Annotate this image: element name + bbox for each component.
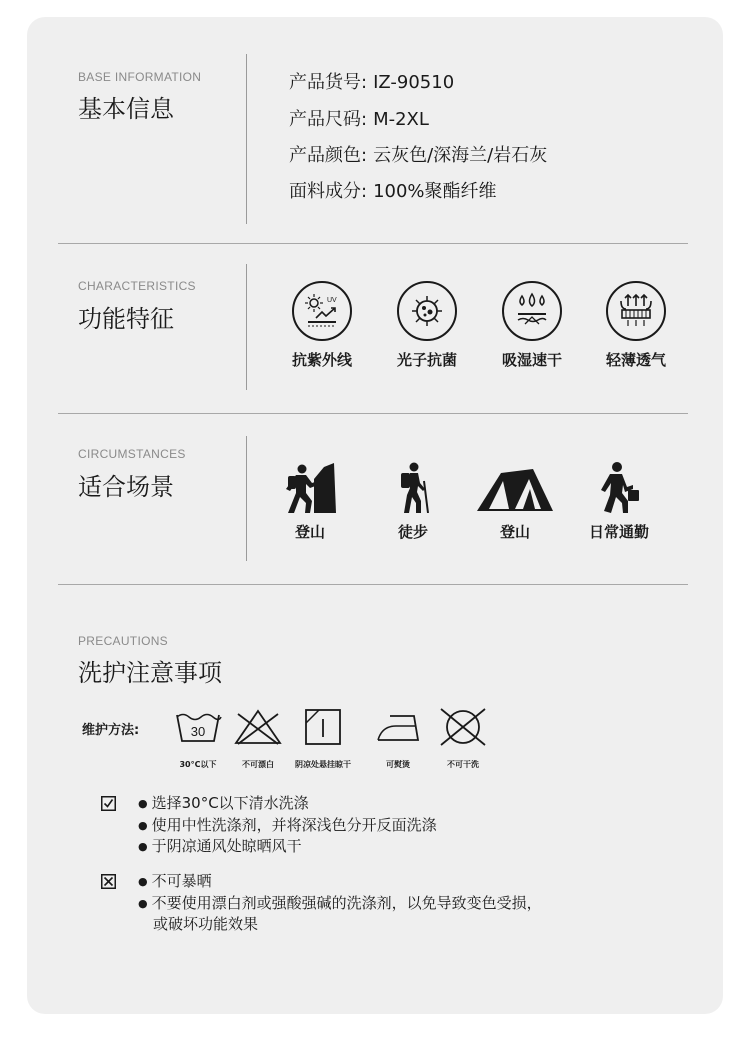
uv-protection-icon <box>292 281 352 341</box>
care-symbol <box>368 707 428 770</box>
do-item: ● 于阴凉通风处晾晒风干 <box>138 835 302 856</box>
feature-label: 抗紫外线 <box>291 351 352 369</box>
feature-breathable <box>591 281 681 370</box>
info-row <box>289 105 429 131</box>
scene-label: 徒步 <box>397 523 428 541</box>
care-caption: 不可干洗 <box>447 760 479 769</box>
section-title: 基本信息 <box>78 95 174 123</box>
dont-item: 或破坏功能效果 <box>153 915 259 933</box>
care-caption: 30°C以下 <box>179 760 217 769</box>
info-value: IZ-90510 <box>373 72 455 93</box>
care-symbol <box>228 707 288 770</box>
section-en-title: PRECAUTIONS <box>78 634 168 648</box>
breathable-icon <box>606 281 666 341</box>
check-box-icon <box>101 796 116 811</box>
care-caption: 不可漂白 <box>242 760 274 769</box>
info-value: 云灰色/深海兰/岩石灰 <box>373 145 548 166</box>
commuter-icon <box>574 459 664 513</box>
wash-30-icon <box>168 707 228 747</box>
care-caption: 可熨烫 <box>386 760 410 769</box>
section-en-title: CIRCUMSTANCES <box>78 447 186 461</box>
dont-item: ● 不可暴晒 <box>138 870 212 891</box>
info-label: 产品货号: <box>289 72 368 93</box>
scene-climbing <box>265 459 355 542</box>
tent-icon <box>470 459 560 513</box>
care-symbol <box>433 707 493 770</box>
cross-box-icon <box>101 874 116 889</box>
svg-text:UV: UV <box>327 297 337 304</box>
do-item: ● 使用中性洗涤剂，并将深浅色分开反面洗涤 <box>138 814 437 835</box>
do-item: ● 选择30°C以下清水洗涤 <box>138 792 309 813</box>
no-dry-clean-icon <box>433 707 493 747</box>
section-title: 适合场景 <box>78 473 174 501</box>
scene-commute <box>574 459 664 542</box>
scene-hiking <box>368 459 458 542</box>
feature-uv <box>277 281 367 370</box>
care-caption: 阴凉处悬挂晾干 <box>295 760 351 769</box>
feature-moisture <box>487 281 577 370</box>
feature-label: 吸湿速干 <box>501 351 562 369</box>
info-value: M-2XL <box>373 109 429 130</box>
feature-antibacterial <box>382 281 472 370</box>
info-row <box>289 177 497 203</box>
info-label: 面料成分: <box>289 181 368 202</box>
info-label: 产品尺码: <box>289 109 368 130</box>
hiking-icon <box>368 459 458 513</box>
section-en-title: CHARACTERISTICS <box>78 279 196 293</box>
care-symbol <box>293 707 353 770</box>
feature-label: 光子抗菌 <box>396 351 457 369</box>
divider <box>246 264 247 390</box>
scene-label: 登山 <box>499 523 530 541</box>
care-symbol <box>168 707 228 770</box>
section-title: 洗护注意事项 <box>78 659 222 687</box>
divider <box>246 54 247 224</box>
line-dry-shade-icon <box>293 707 353 747</box>
info-row <box>289 141 547 167</box>
no-bleach-icon <box>228 707 288 747</box>
info-card <box>27 17 723 1014</box>
info-row <box>289 68 454 94</box>
scene-label: 日常通勤 <box>588 523 649 541</box>
section-en-title: BASE INFORMATION <box>78 70 202 84</box>
section-divider <box>58 584 688 585</box>
dont-item: ● 不要使用漂白剂或强酸强碱的洗涤剂，以免导致变色受损， <box>138 892 542 913</box>
climbing-icon <box>265 459 355 513</box>
info-label: 产品颜色: <box>289 145 368 166</box>
scene-label: 登山 <box>294 523 325 541</box>
svg-text:30: 30 <box>190 724 206 739</box>
scene-tent <box>470 459 560 542</box>
section-divider <box>58 243 688 244</box>
section-title: 功能特征 <box>78 305 174 333</box>
care-method-label: 维护方法: <box>82 723 140 738</box>
iron-icon <box>368 707 428 747</box>
antibacterial-icon <box>397 281 457 341</box>
info-value: 100%聚酯纤维 <box>373 181 497 202</box>
section-divider <box>58 413 688 414</box>
divider <box>246 436 247 561</box>
moisture-wicking-icon <box>502 281 562 341</box>
feature-label: 轻薄透气 <box>605 351 666 369</box>
